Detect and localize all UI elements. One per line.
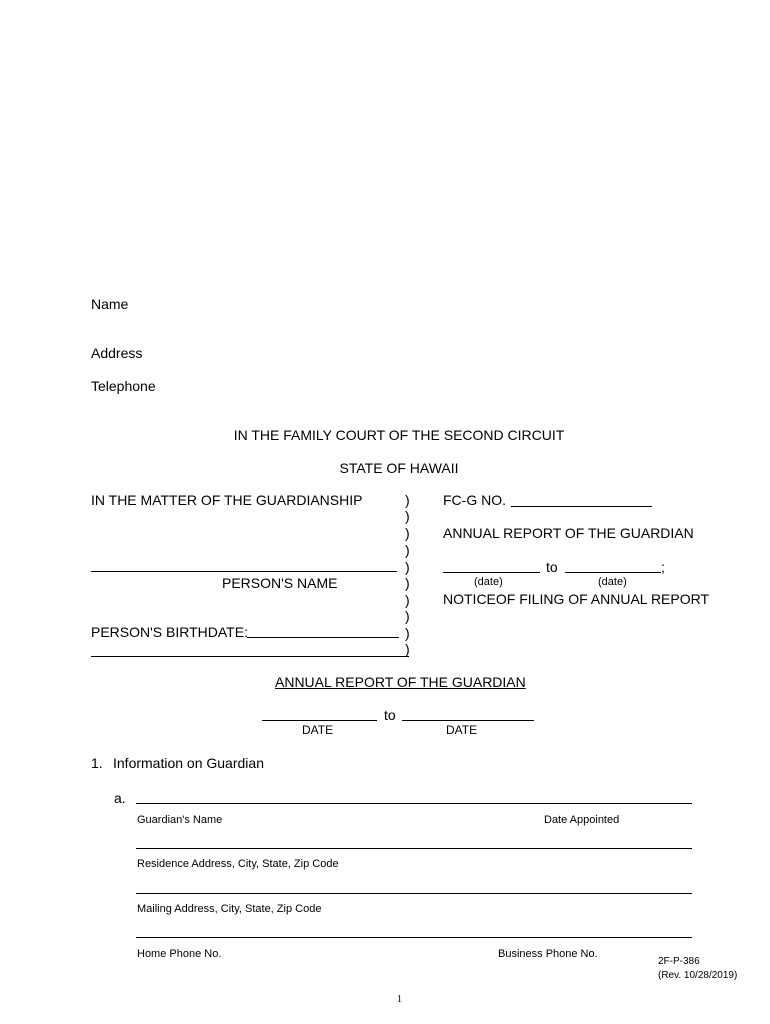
caption-paren: ) — [405, 559, 410, 575]
telephone-label: Telephone — [91, 378, 156, 394]
court-name: IN THE FAMILY COURT OF THE SECOND CIRCUIT — [233, 427, 565, 443]
date-label: (date) — [598, 576, 627, 588]
date-label: DATE — [302, 723, 334, 737]
period-end-line[interactable] — [402, 720, 534, 721]
guardian-name-line[interactable] — [136, 803, 692, 804]
persons-name-label: PERSON'S NAME — [222, 575, 338, 591]
birthdate-line[interactable] — [247, 637, 399, 638]
date-label: (date) — [474, 576, 503, 588]
page-number: 1 — [397, 994, 402, 1005]
caption-paren: ) — [405, 592, 410, 608]
court-state: STATE OF HAWAII — [339, 460, 459, 476]
residence-address-line[interactable] — [136, 848, 692, 849]
business-phone-label: Business Phone No. — [498, 948, 598, 960]
caption-bottom-line — [91, 656, 409, 657]
persons-birthdate-label: PERSON'S BIRTHDATE: — [91, 624, 248, 640]
caption-paren: ) — [405, 625, 410, 641]
section-number: 1. — [91, 755, 103, 771]
caption-paren: ) — [405, 542, 410, 558]
caption-paren: ) — [405, 492, 410, 508]
home-phone-label: Home Phone No. — [137, 948, 222, 960]
mailing-address-line[interactable] — [136, 893, 692, 894]
date-label: DATE — [446, 723, 478, 737]
caption-paren: ) — [405, 525, 410, 541]
to-label: to — [546, 559, 558, 575]
phone-line[interactable] — [136, 937, 692, 938]
report-title: ANNUAL REPORT OF THE GUARDIAN — [275, 674, 526, 690]
residence-address-label: Residence Address, City, State, Zip Code — [137, 858, 339, 870]
address-label: Address — [91, 345, 143, 361]
caption-paren: ) — [405, 641, 410, 657]
item-a-label: a. — [114, 790, 126, 806]
form-number: 2F-P-386 — [658, 956, 700, 967]
mailing-address-label: Mailing Address, City, State, Zip Code — [137, 903, 322, 915]
revision-date: (Rev. 10/28/2019) — [658, 970, 738, 981]
name-label: Name — [91, 296, 129, 312]
caption-paren: ) — [405, 508, 410, 524]
date-appointed-label: Date Appointed — [544, 814, 620, 826]
semicolon: ; — [661, 559, 665, 575]
caption-paren: ) — [405, 575, 410, 591]
end-date-line[interactable] — [565, 572, 661, 573]
caption-paren: ) — [405, 608, 410, 624]
fcg-no-label: FC-G NO. — [443, 492, 506, 508]
notice-heading: NOTICEOF FILING OF ANNUAL REPORT — [443, 591, 710, 607]
section-title: Information on Guardian — [113, 755, 264, 771]
period-start-line[interactable] — [262, 720, 377, 721]
start-date-line[interactable] — [443, 572, 540, 573]
report-title-caption: ANNUAL REPORT OF THE GUARDIAN — [443, 525, 694, 541]
fcg-no-line[interactable] — [511, 506, 652, 507]
persons-name-line[interactable] — [91, 571, 397, 572]
guardians-name-label: Guardian's Name — [137, 814, 223, 826]
to-label: to — [384, 707, 396, 723]
matter-heading: IN THE MATTER OF THE GUARDIANSHIP — [91, 492, 363, 508]
